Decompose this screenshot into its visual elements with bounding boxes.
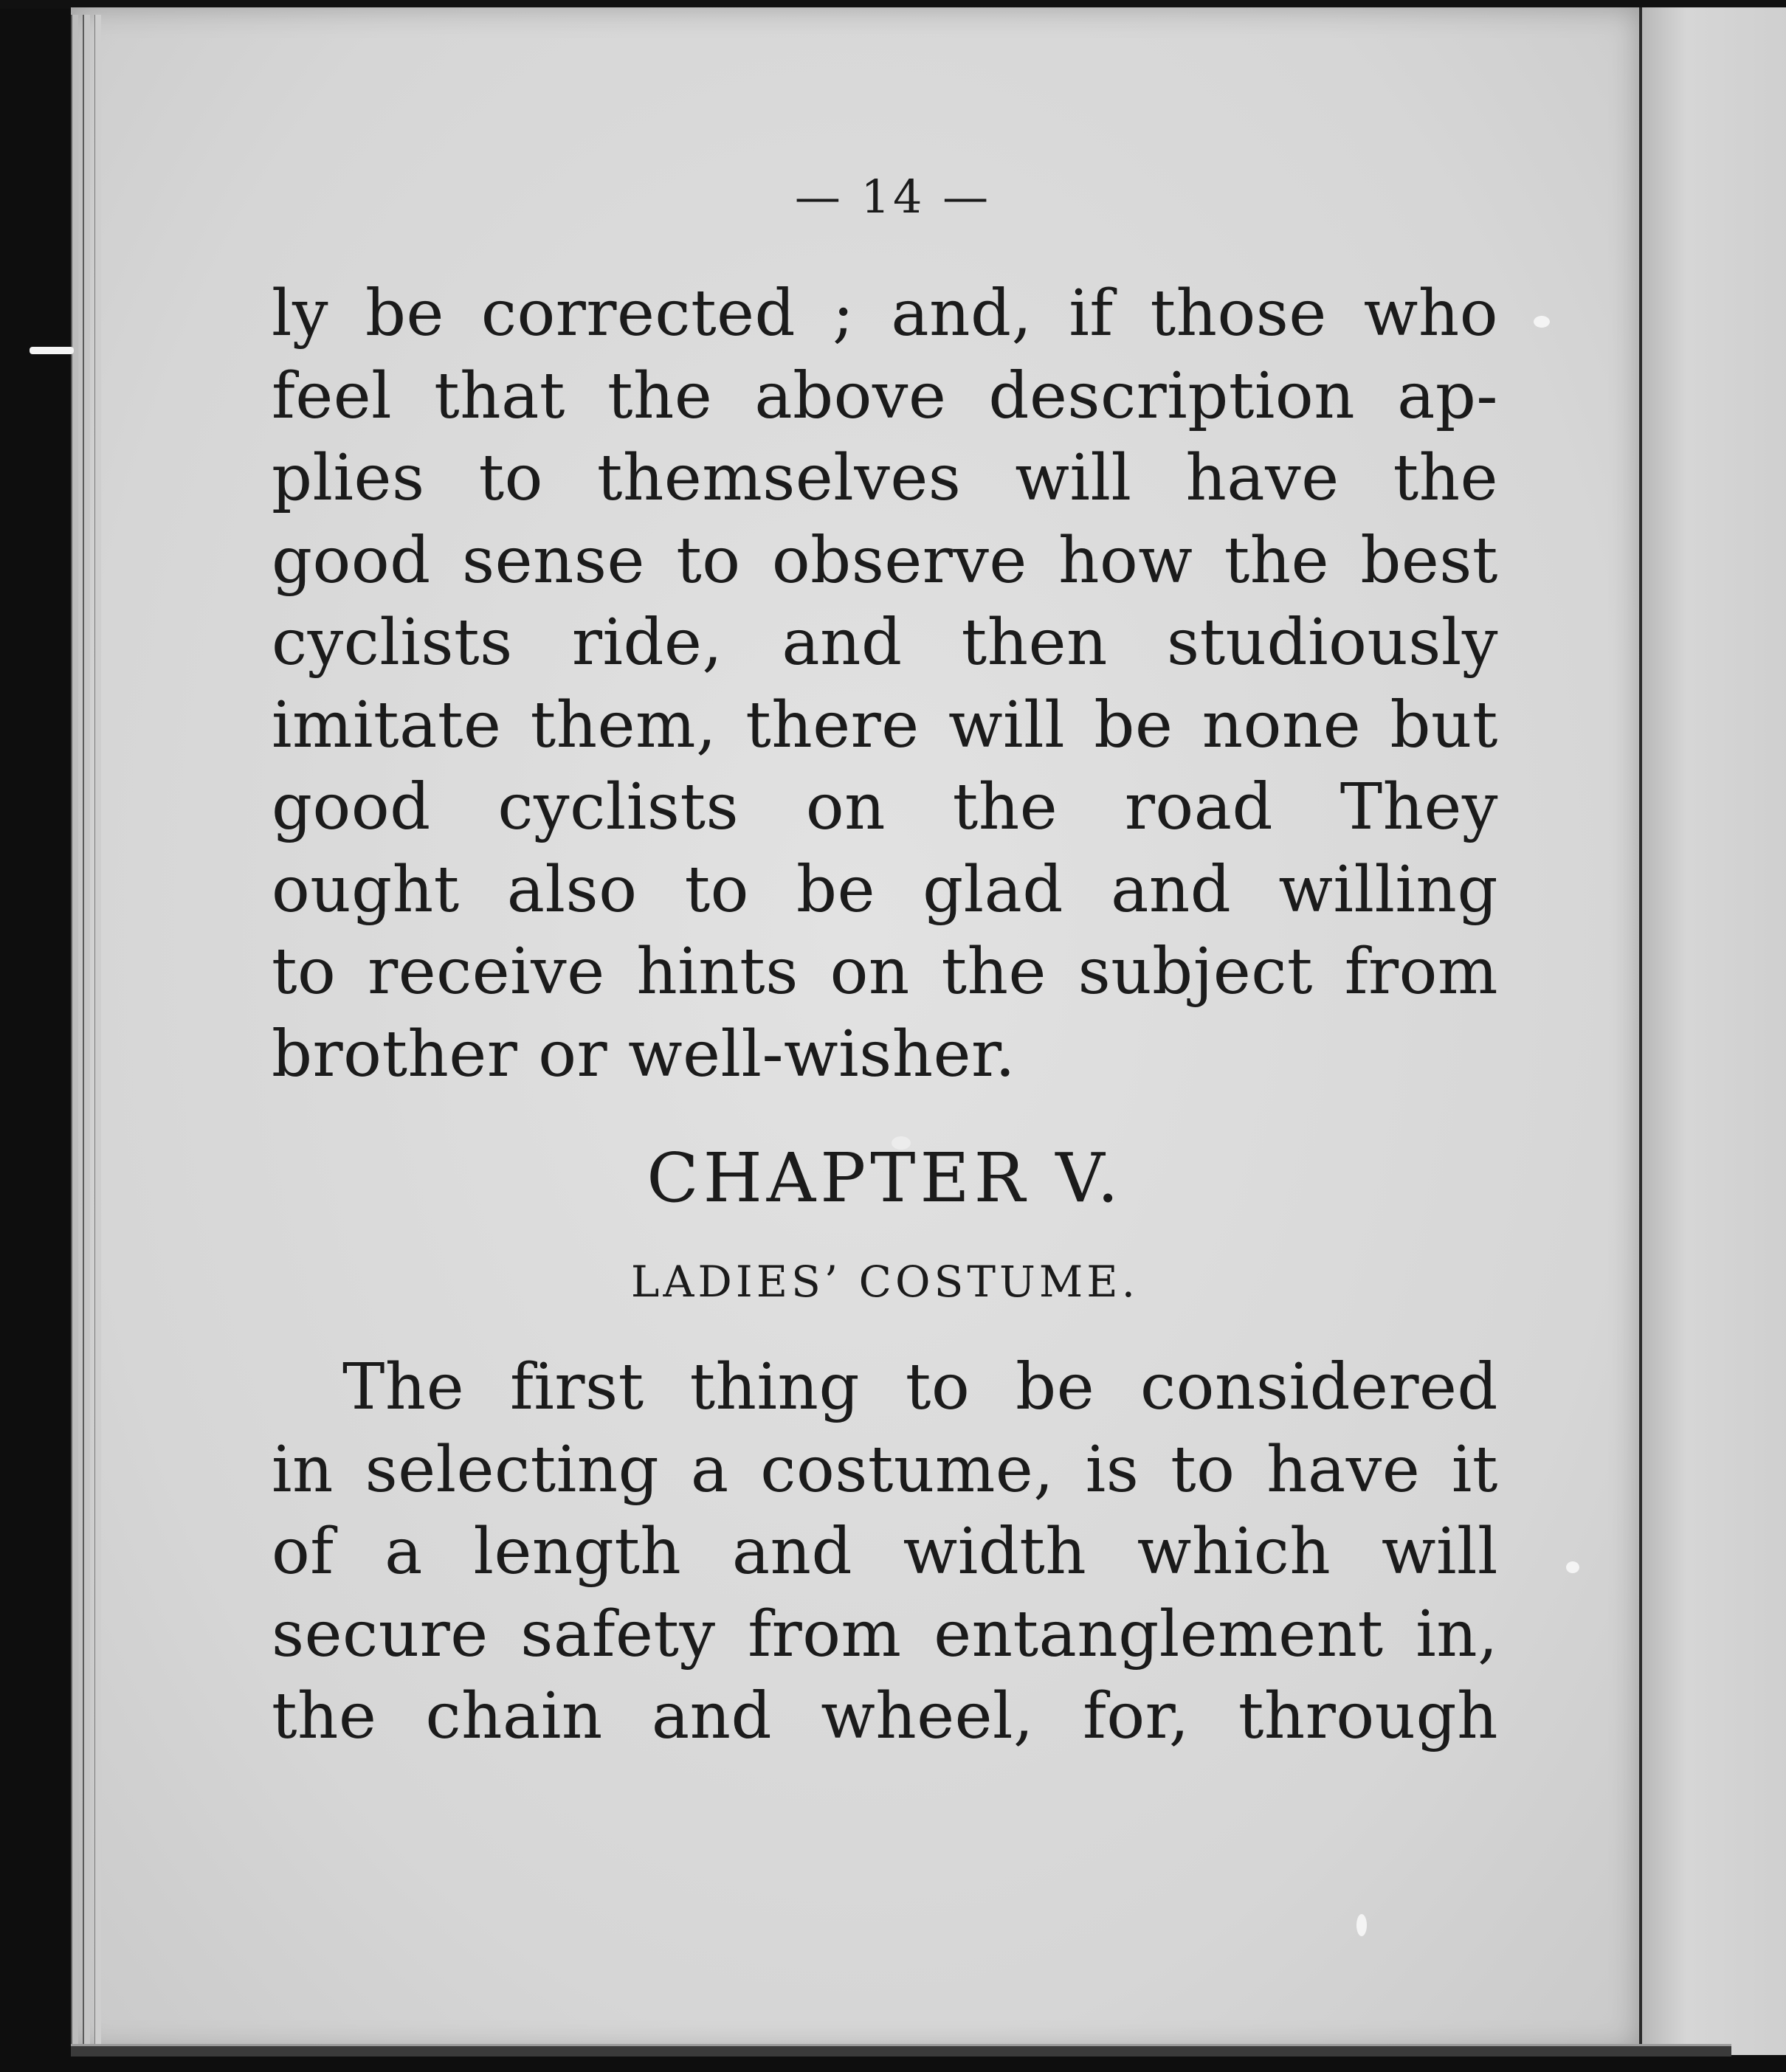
text-line: feel that the above description ap- xyxy=(272,359,1498,433)
text-line: brother or well-wisher. xyxy=(272,1017,1016,1091)
page-number: — 14 — xyxy=(794,170,992,224)
text-line: imitate them, there will be none but xyxy=(272,688,1498,762)
text-line: ly be corrected ; and, if those who xyxy=(272,277,1498,350)
text-line: plies to themselves will have the xyxy=(272,441,1498,515)
text-line: cyclists ride, and then studiously xyxy=(272,606,1498,680)
page-edge xyxy=(83,15,90,2044)
text-line: good cyclists on the road They xyxy=(272,770,1498,844)
page-edge xyxy=(94,15,101,2044)
text-line: in selecting a costume, is to have it xyxy=(272,1432,1498,1507)
book-bottom-edge xyxy=(71,2044,1731,2057)
dust-speck xyxy=(30,347,74,354)
paragraph-costume xyxy=(272,1347,1498,1758)
paragraph-continued xyxy=(272,273,1498,1096)
facing-page-strip xyxy=(1639,7,1786,2055)
dust-speck xyxy=(1566,1561,1579,1573)
text-line: to receive hints on the subject from xyxy=(272,935,1498,1009)
page-edge xyxy=(71,15,78,2044)
dust-speck xyxy=(1534,316,1550,328)
section-heading: LADIES’ COSTUME. xyxy=(630,1257,1139,1307)
text-line: good sense to observe how the best xyxy=(272,523,1498,598)
dust-speck xyxy=(1356,1914,1367,1936)
text-line: the chain and wheel, for, through xyxy=(272,1679,1498,1753)
body-text xyxy=(272,273,1498,1758)
text-line: of a length and width which will xyxy=(272,1515,1498,1589)
text-line: The first thing to be considered xyxy=(342,1350,1498,1424)
text-line: ought also to be glad and willing xyxy=(272,852,1498,927)
text-line: secure safety from entanglement in, xyxy=(272,1597,1498,1671)
chapter-heading: CHAPTER V. xyxy=(647,1139,1123,1218)
